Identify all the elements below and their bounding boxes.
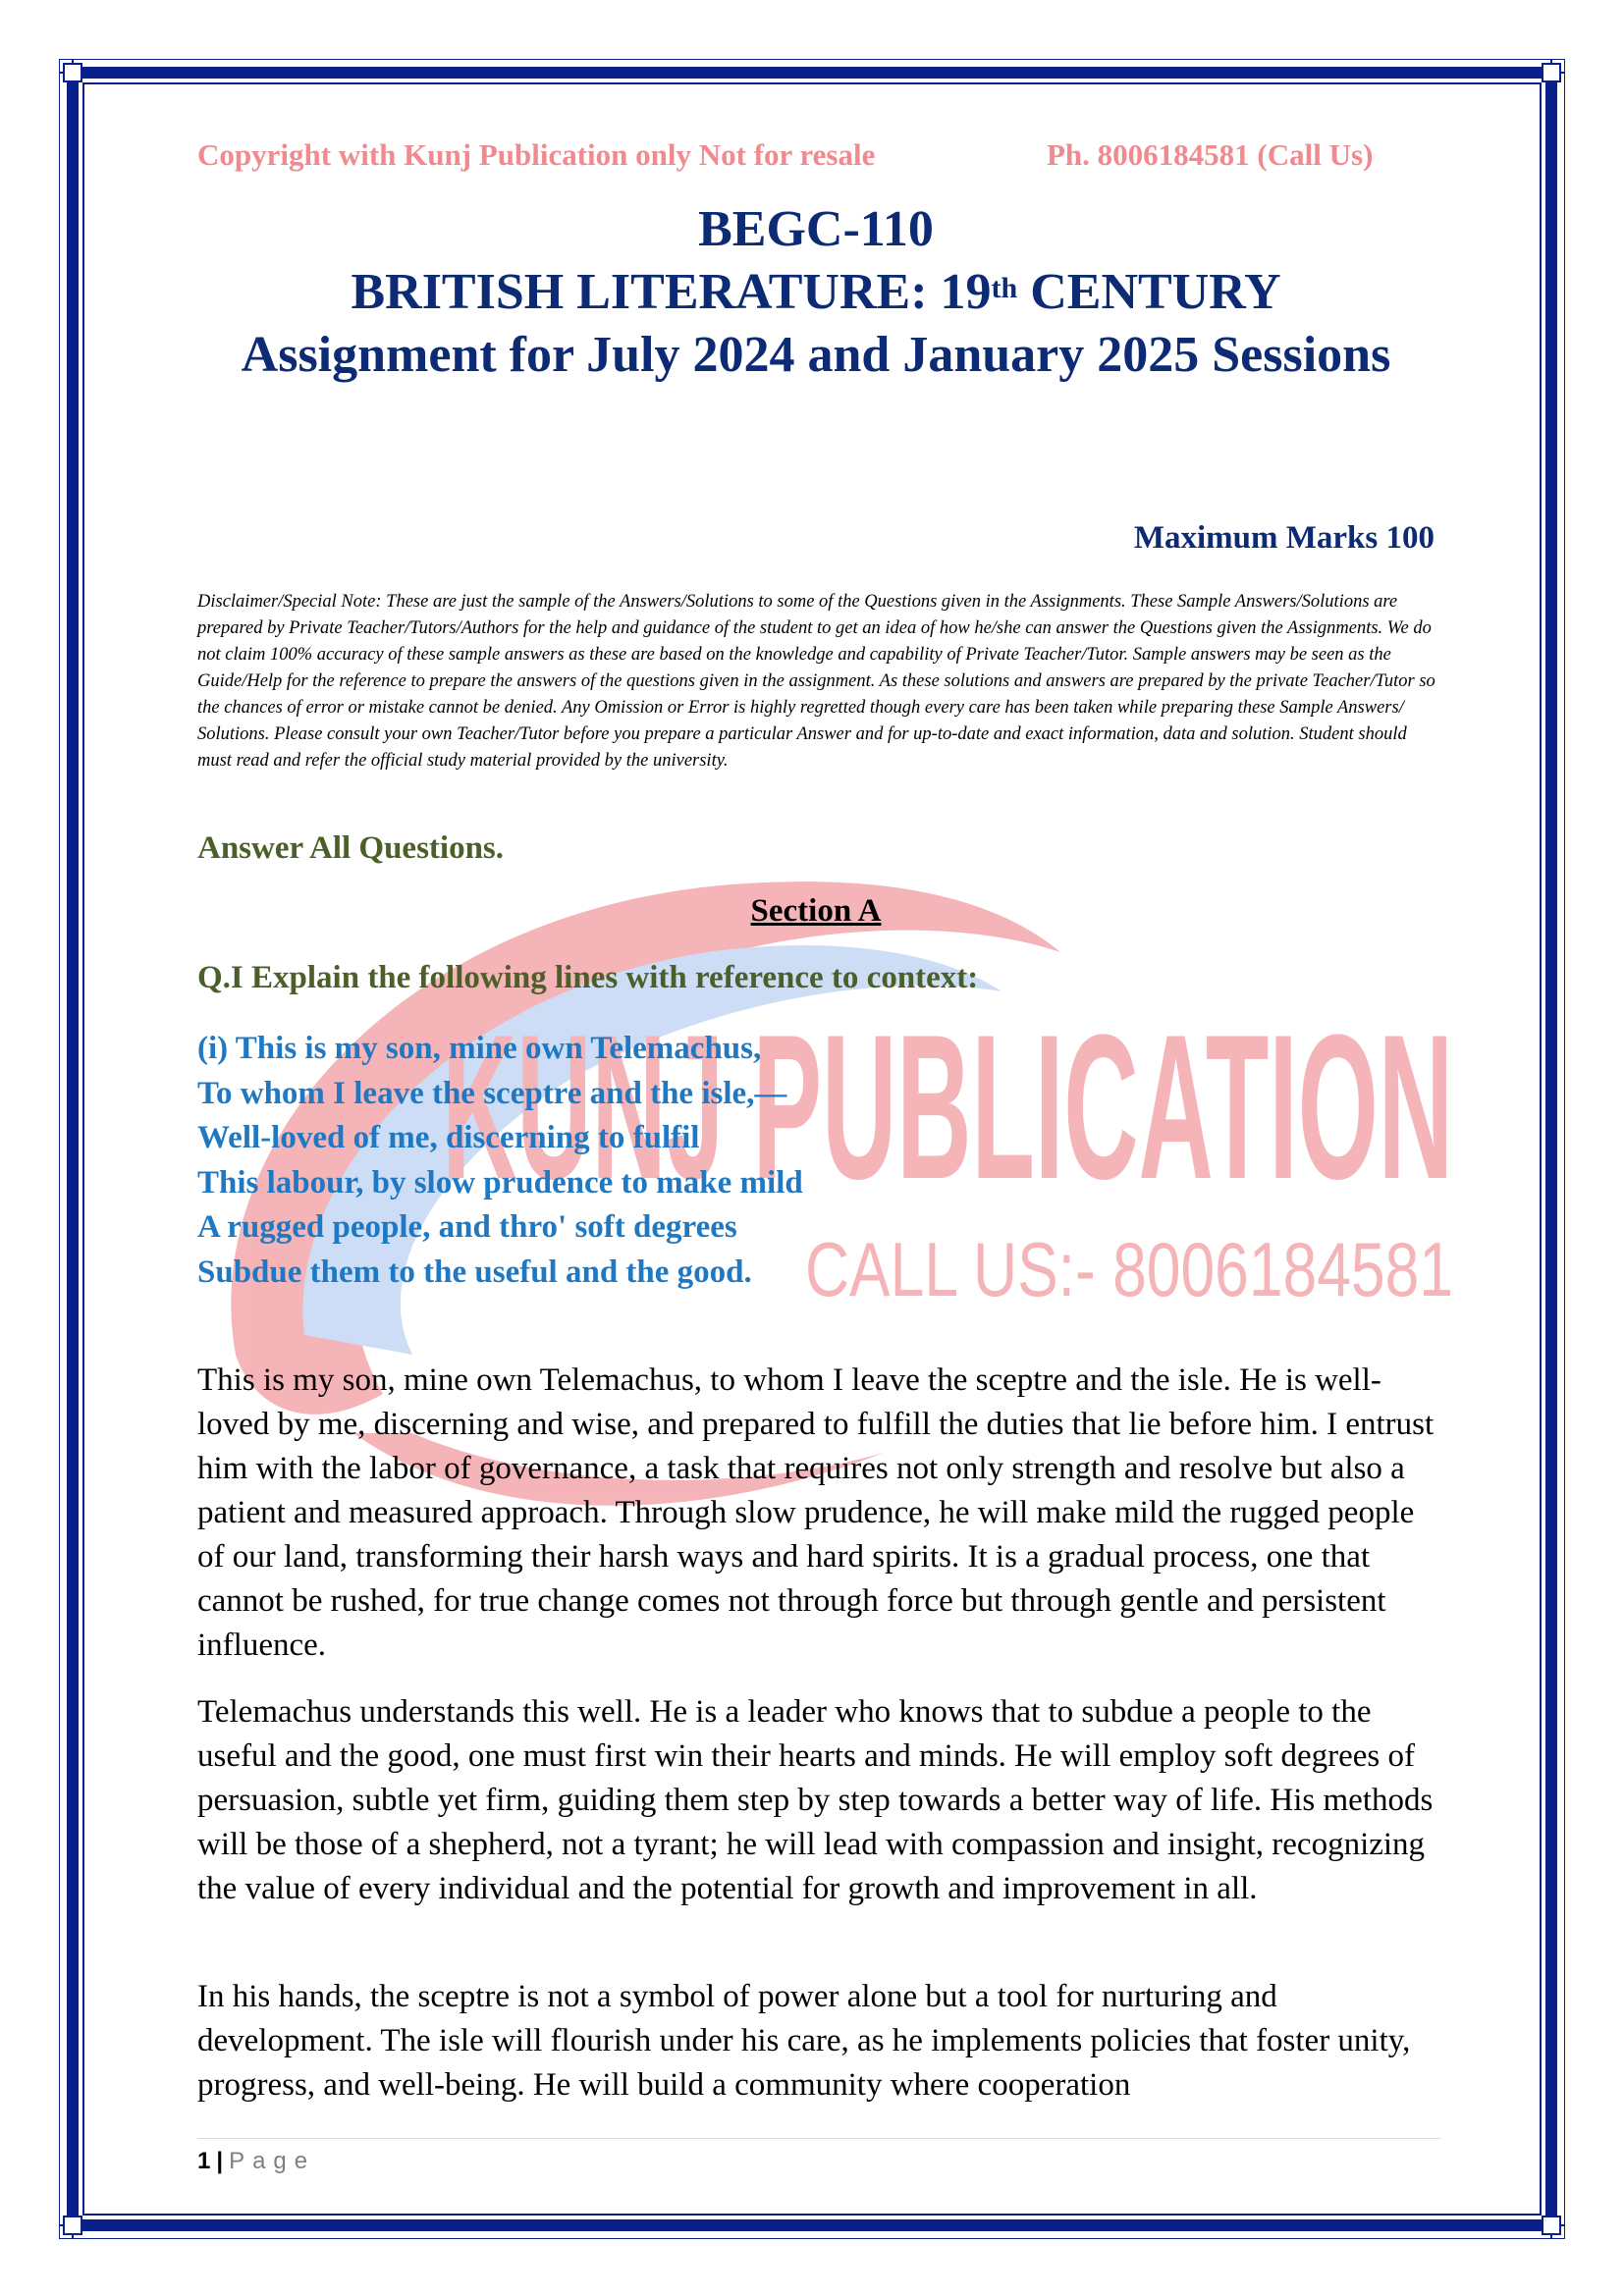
footer-divider — [197, 2138, 1440, 2139]
course-name: BRITISH LITERATURE: 19th CENTURY — [351, 264, 1281, 320]
copyright-text: Copyright with Kunj Publication only Not for resale — [197, 137, 876, 172]
copyright-header — [197, 137, 1435, 181]
section-heading: Section A — [750, 893, 882, 929]
footer-separator: | — [216, 2148, 224, 2174]
corner-ornament — [59, 2212, 86, 2239]
poem-line: (i) This is my son, mine own Telemachus, — [197, 1031, 762, 1066]
phone-text: Ph. 8006184581 (Call Us) — [1047, 137, 1374, 172]
session-title: Assignment for July 2024 and January 2025 Sessions — [241, 327, 1391, 383]
watermark-brand-text: KUNJ PUBLICATION — [442, 991, 1453, 1222]
poem-line: To whom I leave the sceptre and the isle,— — [197, 1075, 787, 1111]
max-marks: Maximum Marks 100 — [1133, 520, 1435, 556]
corner-ornament — [59, 59, 86, 86]
answer-paragraph: Telemachus understands this well. He is a leader who knows that to subdue a people to the useful and the good, one must first win their hearts and minds. He will employ soft degrees of persuasion, subtle yet firm, guiding them step by step towards a better way of life. His methods will be those of a shepherd, not a tyrant; he will lead with compassion and insight, recognizing the value of every individual and the potential for growth and improvement in all. — [197, 1694, 1434, 1906]
course-code: BEGC-110 — [698, 201, 934, 257]
question-heading: Q.I Explain the following lines with reference to context: — [197, 960, 979, 995]
answer-paragraph: In his hands, the sceptre is not a symbol of power alone but a tool for nurturing and development. The isle will flourish under his care, as he implements policies that foster unity, progress, and well-being. He will build a community where cooperation — [197, 1979, 1411, 2103]
page-number: 1 — [197, 2148, 211, 2174]
poem-excerpt — [197, 1027, 803, 1295]
poem-line: A rugged people, and thro' soft degrees — [197, 1209, 737, 1245]
disclaimer-note: Disclaimer/Special Note: These are just the sample of the Answers/Solutions to some of the Questions given in the Assignments. These Sample Answers/Solutions are prepared by Private Teacher/Tutors/Authors for the help and guidance of the student to get an idea of how he/she can answer the Questions given the Assignments. We do not claim 100% accuracy of these sample answers as these are based on the knowledge and capability of Private Teacher/Tutor. Sample answers may be seen as the Guide/Help for the reference to prepare the answers of the questions given in the assignment. As these solutions and answers are prepared by the private Teacher/Tutor so the chances of error or mistake cannot be denied. Any Omission or Error is highly regretted though every care has been taken while preparing these Sample Answers/ Solutions. Please consult your own Teacher/Tutor before you prepare a particular Answer and for up-to-date and exact information, data and solution. Student should must read and refer the official study material provided by the university. — [197, 592, 1435, 771]
page-footer — [197, 2148, 315, 2175]
poem-line: Well-loved of me, discerning to fulfil — [197, 1120, 700, 1155]
page-label: Page — [229, 2148, 316, 2174]
watermark-call-text: CALL US:- 8006184581 — [805, 1226, 1453, 1312]
poem-line: This labour, by slow prudence to make mild — [197, 1164, 803, 1201]
document-title — [197, 198, 1435, 387]
poem-line: Subdue them to the useful and the good. — [197, 1254, 752, 1290]
corner-ornament — [1538, 59, 1565, 86]
answer-paragraph: This is my son, mine own Telemachus, to whom I leave the sceptre and the isle. He is well-loved by me, discerning and wise, and prepared to fulfill the duties that lie before him. I entrust him with the labor of governance, a task that requires not only strength and resolve but also a patient and measured approach. Through slow prudence, he will make mild the rugged people of our land, transforming their harsh ways and hard spirits. It is a gradual process, one that cannot be rushed, for true change comes not through force but through gentle and persistent influence. — [197, 1362, 1435, 1663]
corner-ornament — [1538, 2212, 1565, 2239]
answer-all-heading: Answer All Questions. — [197, 830, 505, 866]
